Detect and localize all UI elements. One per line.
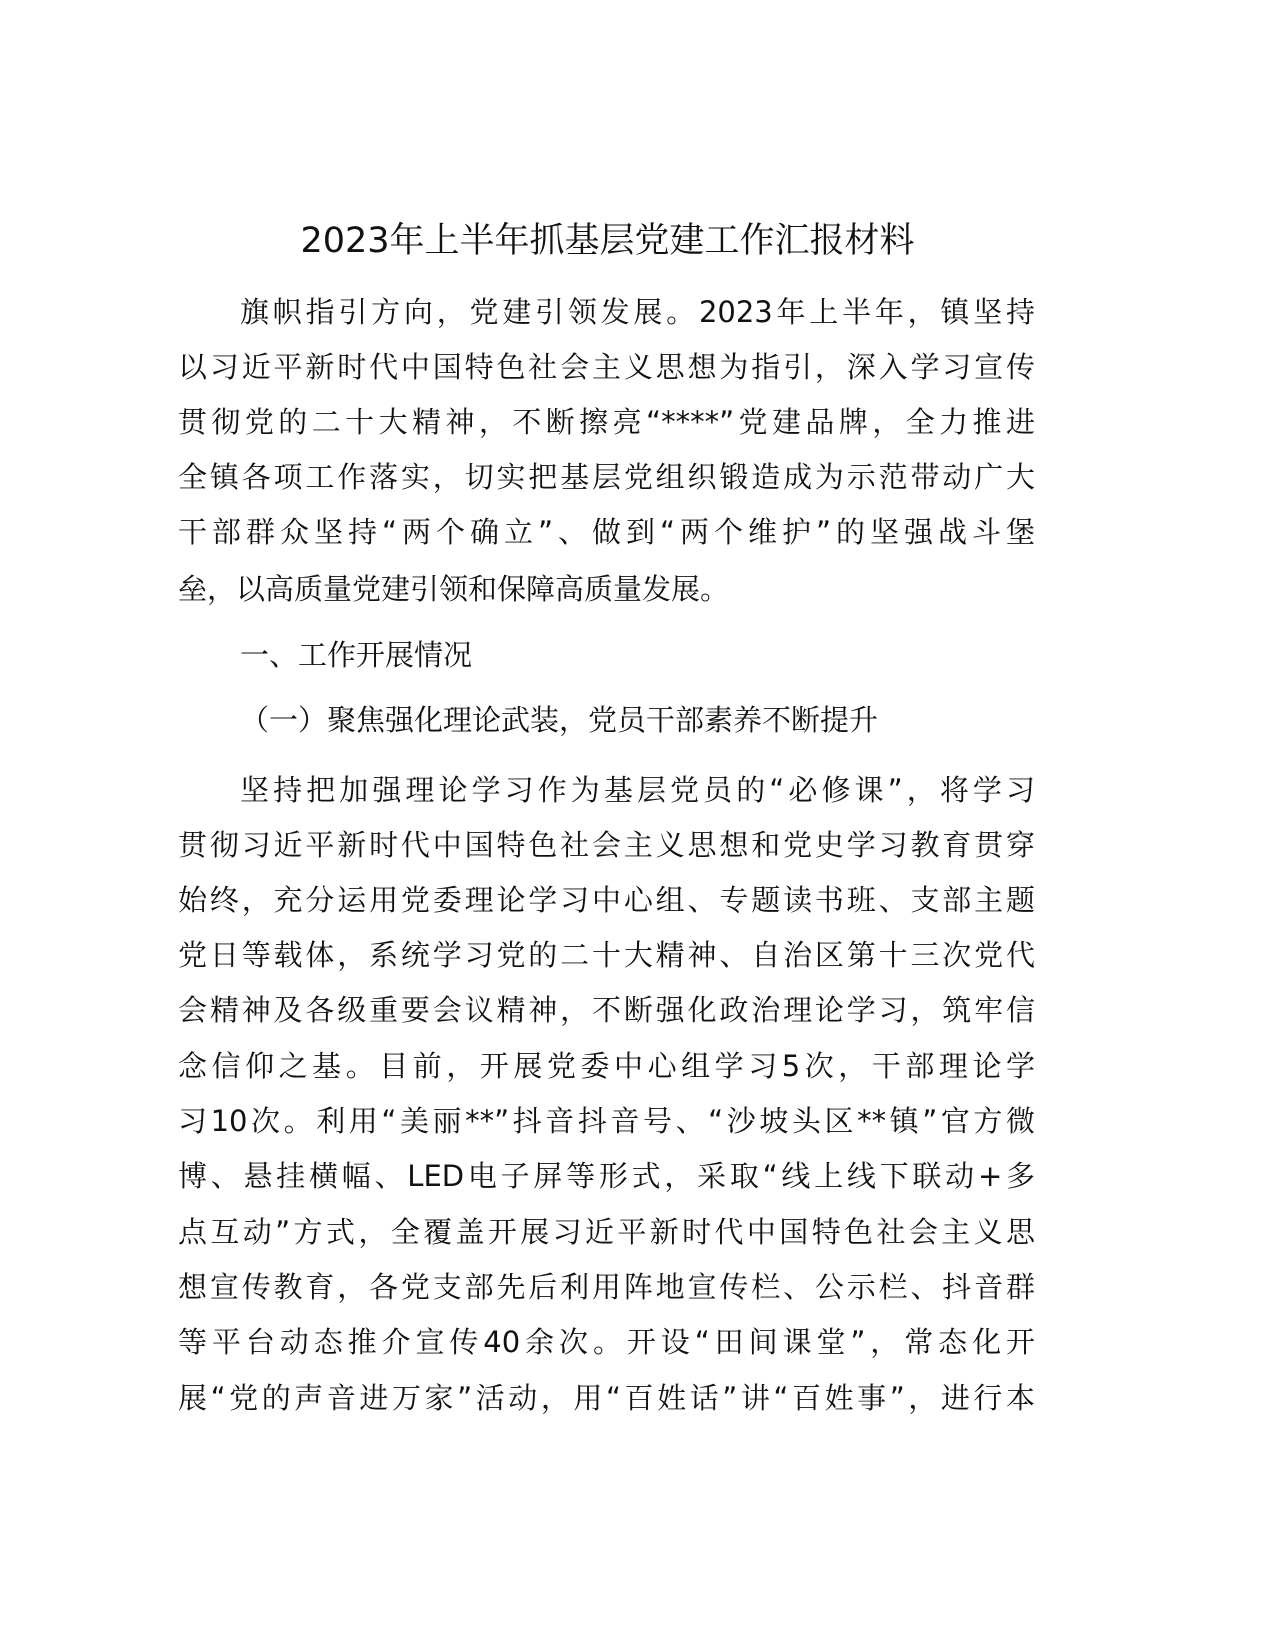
body-line: 念信仰之基。目前，开展党委中心组学习5次，干部理论学 [178,1049,1035,1083]
intro-line: 贯彻党的二十大精神，不断擦亮“****”党建品牌，全力推进 [178,405,1035,439]
body-line: 坚持把加强理论学习作为基层党员的“必修课”，将学习 [240,773,1035,807]
section-heading: 一、工作开展情况 [240,638,473,672]
body-line: 会精神及各级重要会议精神，不断强化政治理论学习，筑牢信 [178,993,1035,1027]
intro-line: 全镇各项工作落实，切实把基层党组织锻造成为示范带动广大 [178,460,1035,494]
body-line: 贯彻习近平新时代中国特色社会主义思想和党史学习教育贯穿 [178,828,1035,862]
body-line: 点互动”方式，全覆盖开展习近平新时代中国特色社会主义思 [178,1215,1035,1249]
intro-line: 垒，以高质量党建引领和保障高质量发展。 [178,572,730,606]
intro-line: 旗帜指引方向，党建引领发展。2023年上半年，镇坚持 [240,295,1035,329]
subsection-heading: （一）聚焦强化理论武装，党员干部素养不断提升 [240,703,879,737]
intro-line: 干部群众坚持“两个确立”、做到“两个维护”的坚强战斗堡 [178,515,1035,549]
document-title: 2023年上半年抓基层党建工作汇报材料 [300,221,915,261]
body-line: 等平台动态推介宣传40余次。开设“田间课堂”，常态化开 [178,1325,1035,1359]
body-line: 展“党的声音进万家”活动，用“百姓话”讲“百姓事”，进行本 [178,1381,1035,1415]
body-line: 党日等载体，系统学习党的二十大精神、自治区第十三次党代 [178,938,1035,972]
body-line: 博、悬挂横幅、LED电子屏等形式，采取“线上线下联动+多 [178,1159,1035,1193]
intro-line: 以习近平新时代中国特色社会主义思想为指引，深入学习宣传 [178,350,1035,384]
body-line: 想宣传教育，各党支部先后利用阵地宣传栏、公示栏、抖音群 [178,1270,1035,1304]
body-line: 习10次。利用“美丽**”抖音抖音号、“沙坡头区**镇”官方微 [178,1104,1035,1138]
body-line: 始终，充分运用党委理论学习中心组、专题读书班、支部主题 [178,883,1035,917]
